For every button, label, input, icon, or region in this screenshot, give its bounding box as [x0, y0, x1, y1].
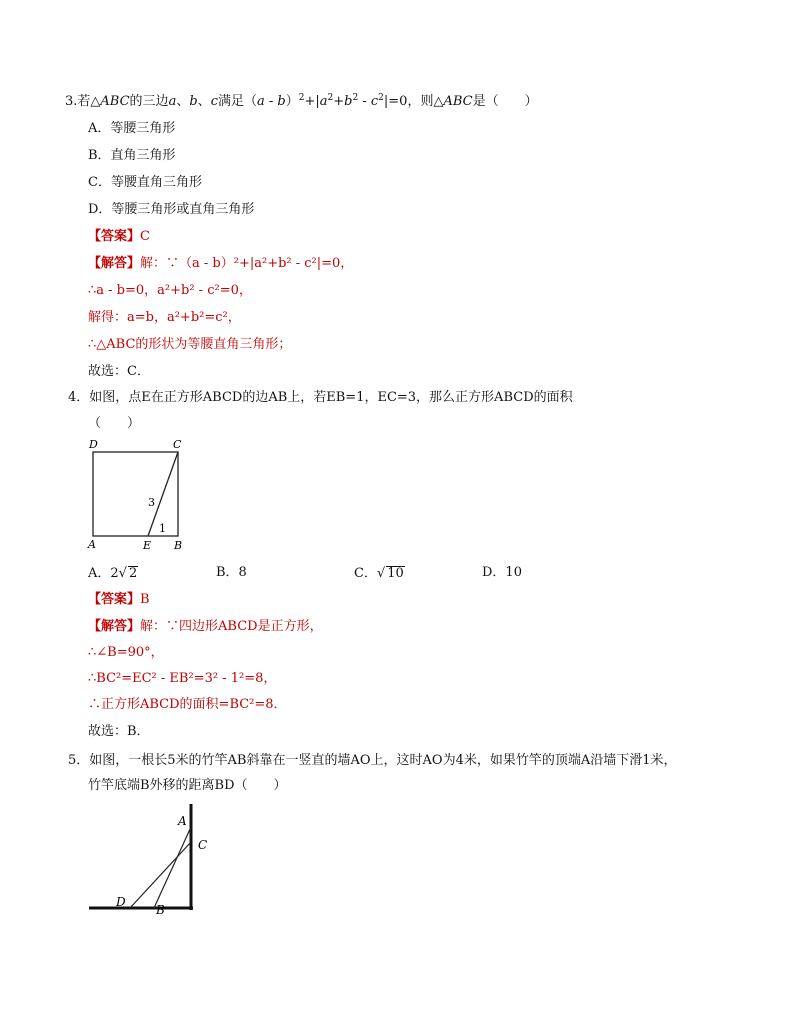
q4-option-d: D．10 — [482, 565, 522, 580]
q3-answer — [88, 230, 150, 243]
q3-solution-1: 【解答】解：∵（a - b）²+|a²+b² - c²|=0， — [88, 256, 354, 271]
q3-option-b: B．直角三角形 — [88, 148, 176, 163]
q3-solution-3: 解得：a=b，a²+b²=c²， — [88, 310, 241, 325]
q4-figure-square — [84, 436, 194, 554]
ladder-dc — [130, 842, 191, 908]
answer-value: B — [140, 592, 150, 607]
label-ec-length: 3 — [148, 496, 155, 509]
label-d: D — [89, 438, 98, 451]
q4-solution-4: ∴正方形ABCD的面积=BC²=8． — [88, 697, 287, 712]
label-a: A — [178, 814, 187, 828]
label-a: A — [88, 538, 96, 551]
q4-solution-1: 【解答】解：∵四边形ABCD是正方形， — [88, 619, 323, 634]
q3-option-c: C．等腰直角三角形 — [88, 175, 202, 190]
q3-solution-2: ∴a - b=0，a²+b² - c²=0， — [88, 283, 252, 298]
q3-stem: 3.若△ABC的三边a、b、c满足$(a - b)^2+|a^2+b^2 - c^2|=0$，则△ABC是（ ） — [65, 93, 538, 109]
label-b: B — [174, 539, 183, 552]
q5-stem-line2: 竹竿底端B外移的距离BD（ ） — [88, 778, 287, 793]
q3-solution-4: ∴△ABC的形状为等腰直角三角形； — [88, 337, 292, 352]
q4-stem: 4．如图，点E在正方形ABCD的边AB上，若EB=1，EC=3，那么正方形ABCD的面积 — [68, 390, 573, 405]
q4-answer — [88, 593, 150, 606]
label-c: C — [173, 438, 182, 451]
q5-figure-ladder — [84, 800, 214, 916]
solution-tag: 【解答】 — [88, 256, 141, 271]
q4-solution-3: ∴BC²=EC² - EB²=3² - 1²=8， — [88, 671, 277, 686]
answer-tag: 【答案】 — [88, 229, 141, 244]
label-eb-length: 1 — [159, 522, 166, 535]
q3-number: 3. — [65, 94, 78, 109]
q4-solution-2: ∴∠B=90°， — [88, 645, 164, 660]
label-c: C — [198, 838, 208, 852]
label-e: E — [143, 539, 152, 552]
answer-tag: 【答案】 — [88, 592, 141, 607]
q4-option-c: C．√ 10 — [354, 566, 404, 581]
q3-option-a: A．等腰三角形 — [88, 121, 176, 136]
q4-solution-5: 故选：B． — [88, 724, 150, 739]
sqrt-symbol: √ — [376, 566, 386, 581]
q5-stem-line1: 5．如图，一根长5米的竹竿AB斜靠在一竖直的墙AO上，这时AO为4米，如果竹竿的顶端A沿墙下滑1米， — [68, 753, 677, 768]
q3-option-d: D．等腰三角形或直角三角形 — [88, 202, 255, 217]
q4-option-b: B．8 — [216, 565, 247, 580]
answer-value: C — [140, 229, 150, 244]
q4-paren: （ ） — [88, 416, 141, 431]
label-d: D — [116, 895, 126, 909]
ladder-ab — [154, 827, 191, 908]
sqrt-symbol: √ — [118, 566, 127, 581]
solution-tag: 【解答】 — [88, 619, 141, 634]
q3-solution-5: 故选：C． — [88, 364, 150, 379]
q4-option-a: A．2√ 2 — [88, 566, 138, 581]
label-b: B — [156, 903, 165, 916]
